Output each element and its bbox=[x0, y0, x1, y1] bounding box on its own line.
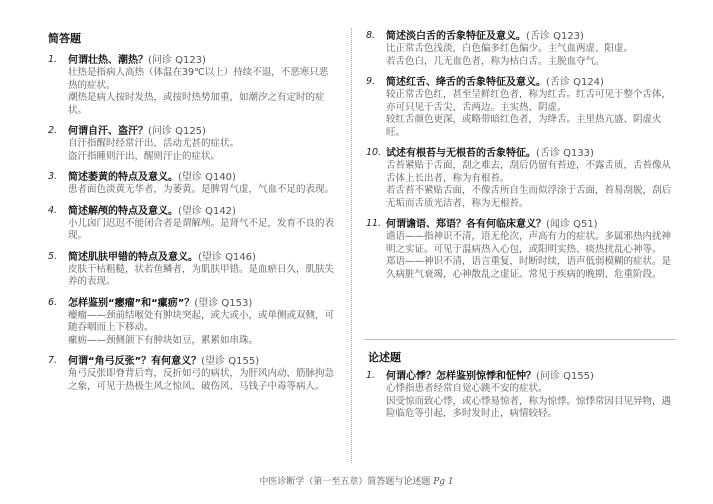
left-column bbox=[46, 30, 336, 401]
question-item bbox=[364, 370, 676, 421]
question-source: (问诊 Q155) bbox=[536, 371, 594, 382]
answer-paragraph: 瘿瘤——颈前结喉处有肿块突起，或大或小，或单侧或双侧，可随吞咽而上下移动。 bbox=[68, 309, 335, 333]
question-item bbox=[46, 355, 336, 393]
page-footer bbox=[0, 474, 713, 487]
question-heading bbox=[386, 76, 676, 89]
question-item bbox=[364, 218, 676, 281]
question-source: (望诊 Q155) bbox=[201, 356, 260, 367]
question-source: (问诊 Q125) bbox=[148, 126, 206, 137]
question-heading bbox=[386, 30, 676, 43]
page-number: Pg 1 bbox=[433, 477, 454, 487]
essay-list bbox=[364, 370, 676, 421]
answer-paragraph: 郑语——神识不清，语言重复，时断时续，语声低弱模糊的症状。是久病脏气衰竭，心神散乱之虚证。常见于疾病的晚期、危重阶段。 bbox=[386, 256, 672, 280]
question-source: (望诊 Q146) bbox=[198, 251, 256, 263]
essay-column bbox=[364, 370, 676, 429]
question-source: (望诊 Q153) bbox=[194, 297, 253, 309]
answer-paragraph: 若舌色白，几无血色者，称为枯白舌。主脱血夺气。 bbox=[386, 55, 605, 67]
question-item bbox=[364, 30, 676, 68]
question-heading bbox=[68, 205, 336, 218]
question-number: 8. bbox=[366, 30, 376, 41]
question-heading bbox=[68, 251, 336, 264]
question-heading bbox=[68, 297, 336, 310]
question-source: (问诊 Q123) bbox=[148, 55, 206, 66]
question-heading bbox=[386, 370, 676, 383]
question-item bbox=[46, 171, 336, 197]
answer-paragraph: 角弓反张即脊背后弯，反折如弓的病状，为肝风内动、筋脉拘急之象，可见于热极生风之惊风、破伤风、马钱子中毒等病人。 bbox=[68, 368, 335, 392]
answer-paragraph: 皮肤干枯粗糙，状若鱼鳞者，为肌肤甲错。是血瘀日久，肌肤失养的表现。 bbox=[68, 263, 335, 287]
question-heading bbox=[68, 171, 336, 184]
question-number: 2. bbox=[48, 125, 58, 136]
question-title: 简述萎黄的特点及意义。 bbox=[68, 172, 178, 183]
question-item bbox=[46, 297, 336, 348]
answer-paragraph: 患者面色淡黄无华者，为萎黄。是脾胃气虚，气血不足的表现。 bbox=[68, 184, 335, 195]
short-answer-list bbox=[46, 54, 336, 393]
question-number: 3. bbox=[48, 171, 58, 182]
answer-paragraph: 潮热是病人按时发热，或按时热势加重，如潮汐之有定时的症状。 bbox=[68, 92, 325, 116]
answer-paragraph: 盗汗指睡则汗出，醒则汗止的症状。 bbox=[68, 150, 221, 162]
answer-paragraph: 较红舌颜色更深，或略带暗红色者，为绛舌。主里热亢盛、阴虚火旺。 bbox=[386, 114, 662, 138]
question-title: 何谓自汗、盗汗？ bbox=[68, 126, 148, 137]
question-number: 10. bbox=[366, 147, 382, 158]
question-source: (望诊 Q142) bbox=[178, 205, 236, 217]
question-title: 简述红舌、绛舌的舌象特征及意义。 bbox=[386, 77, 546, 88]
question-number: 5. bbox=[48, 250, 58, 262]
answer-paragraph: 舌苔紧贴于舌面，刮之难去，刮后仍留有苔迹，不露舌质，舌苔像从舌体上长出者，称为有根苔。 bbox=[386, 160, 672, 184]
question-heading bbox=[68, 125, 336, 138]
answer-paragraph: 谵语——指神识不清，语无伦次，声高有力的症状。多属邪热内扰神明之实证。可见于温病热入心包，或阳明实热、痰热扰乱心神等。 bbox=[386, 231, 672, 255]
answer-paragraph: 壮热是指病人高热（体温在39℃以上）持续不退，不恶寒只恶热的症状。 bbox=[68, 67, 329, 91]
question-heading bbox=[386, 218, 676, 231]
question-source: (舌诊 Q123) bbox=[526, 31, 584, 42]
question-number: 9. bbox=[366, 76, 376, 87]
question-item bbox=[46, 54, 336, 117]
question-title: 何谓壮热、潮热？ bbox=[68, 55, 148, 66]
question-source: (舌诊 Q124) bbox=[546, 77, 604, 88]
question-item bbox=[364, 76, 676, 139]
answer-paragraph: 较正常舌色红，甚至呈鲜红色者，称为红舌。红舌可见于整个舌体，亦可只见于舌尖、舌两边。主实热、阴虚。 bbox=[386, 89, 672, 113]
question-item bbox=[364, 147, 676, 210]
question-number: 11. bbox=[366, 218, 382, 229]
right-column bbox=[364, 30, 676, 289]
question-title: 何谓谵语、郑语？各有何临床意义？ bbox=[386, 219, 546, 230]
question-number: 6. bbox=[48, 296, 58, 308]
question-title: 简述淡白舌的舌象特征及意义。 bbox=[386, 31, 526, 42]
answer-paragraph: 心悸指患者经常自觉心跳不安的症状。 bbox=[386, 383, 548, 394]
question-source: (闻诊 Q51) bbox=[546, 219, 598, 230]
short-answer-list-continued bbox=[364, 30, 676, 281]
question-heading bbox=[68, 54, 336, 67]
question-item bbox=[46, 205, 336, 243]
question-number: 7. bbox=[48, 355, 58, 366]
question-item bbox=[46, 125, 336, 163]
section-title-short-answer: 简答题 bbox=[48, 32, 81, 45]
question-title: 简述解颅的特点及意义。 bbox=[68, 205, 178, 217]
question-source: (舌诊 Q133) bbox=[536, 148, 594, 159]
question-item bbox=[46, 251, 336, 289]
question-number: 1. bbox=[366, 370, 376, 381]
question-number: 1. bbox=[48, 54, 58, 65]
answer-paragraph: 小儿囟门迟迟不能闭合者是谓解颅。是肾气不足，发育不良的表现。 bbox=[68, 217, 335, 241]
column-divider bbox=[351, 28, 352, 463]
question-number: 4. bbox=[48, 204, 58, 216]
question-source: (望诊 Q140) bbox=[178, 172, 236, 183]
question-title: 怎样鉴别“瘿瘤”和“瘰疬”？ bbox=[68, 297, 195, 309]
answer-paragraph: 因受惊而致心悸，或心悸易惊者，称为惊悸。惊悸常因目见异物，遇险临危等引起，多时发时止，病情较轻。 bbox=[386, 395, 672, 419]
question-title: 何谓心悸？怎样鉴别惊悸和怔忡？ bbox=[386, 371, 536, 382]
question-title: 试述有根苔与无根苔的舌象特征。 bbox=[386, 148, 536, 159]
section-separator bbox=[364, 339, 676, 340]
footer-text: 中医诊断学（第一至五章）简答题与论述题 bbox=[259, 477, 431, 487]
question-title: 简述肌肤甲错的特点及意义。 bbox=[68, 251, 198, 263]
question-heading bbox=[386, 147, 676, 160]
answer-paragraph: 比正常舌色浅淡，白色偏多红色偏少。主气血两虚、阳虚。 bbox=[386, 43, 634, 54]
question-heading bbox=[68, 355, 336, 368]
answer-paragraph: 瘰疬——颈侧颌下有肿块如豆，累累如串珠。 bbox=[68, 334, 259, 346]
section-title-essay: 论述题 bbox=[368, 351, 401, 364]
answer-paragraph: 若舌苔不紧贴舌面，不像舌所自生而似浮涂于舌面，苔易刮脱，刮后无垢而舌质光洁者，称为无根苔。 bbox=[386, 185, 672, 209]
answer-paragraph: 自汗指醒时经常汗出，活动尤甚的症状。 bbox=[68, 138, 240, 149]
question-title: 何谓“角弓反张”？有何意义？ bbox=[68, 356, 202, 367]
